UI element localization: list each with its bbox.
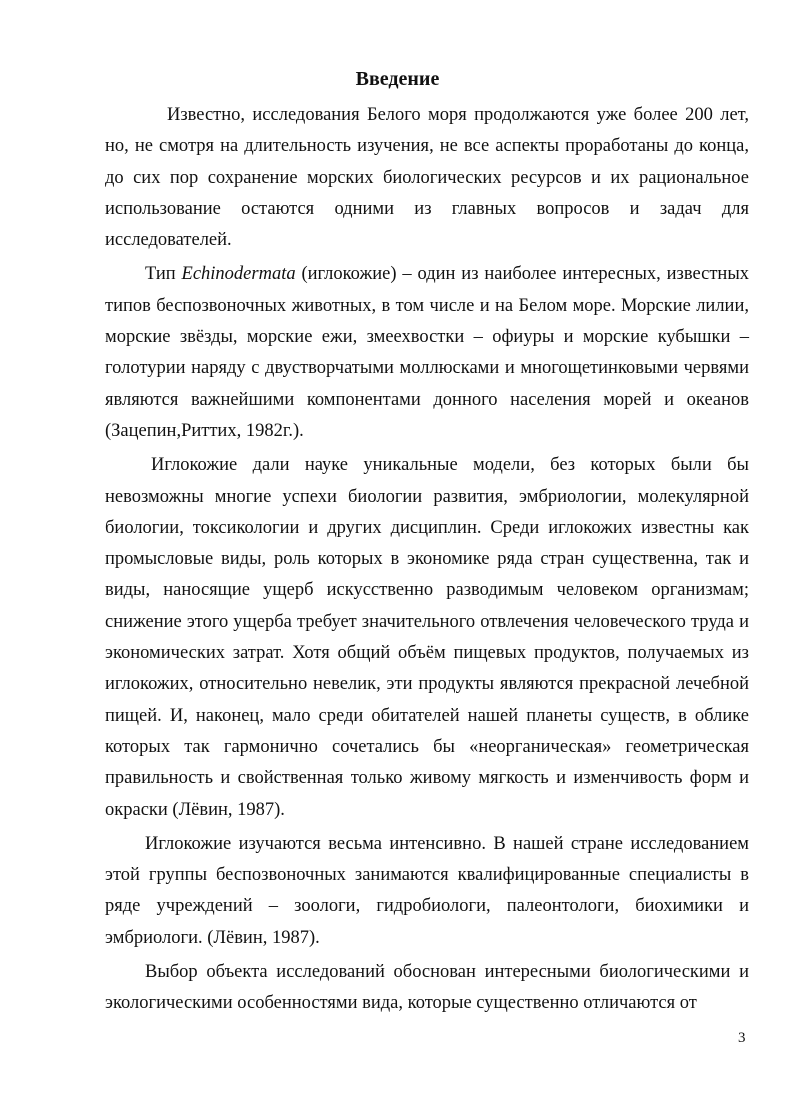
- taxon-name: Echinodermata: [181, 264, 296, 285]
- paragraph-5: Выбор объекта исследований обоснован интересными биологическими и экологическими особенностями вида, которые существенно отличаются от: [105, 962, 749, 1014]
- paragraph-1: Известно, исследования Белого моря продолжаются уже более 200 лет, но, не смотря на длительность изучения, не все аспекты проработаны до конца, до сих пор сохранение морских биологических ресурсов и их рациональное использование остаются одними из главных вопросов и задач для исследователей.: [105, 105, 749, 251]
- paragraph-3: Иглокожие дали науке уникальные модели, без которых были бы невозможны многие успехи биологии развития, эмбриологии, молекулярной биологии, токсикологии и других дисциплин. Среди иглокожих известны как промысловые виды, роль которых в экономике ряда стран существенна, так и виды, наносящие ущерб искусственно разводимым человеком организмам; снижение этого ущерба требует значительного отвлечения человеческого труда и экономических затрат. Хотя общий объём пищевых продуктов, получаемых из иглокожих, относительно невелик, эти продукты являются прекрасной лечебной пищей. И, наконец, мало среди обитателей нашей планеты существ, в облике которых так гармонично сочетались бы «неорганическая» геометрическая правильность и свойственная только живому мягкость и изменчивость форм и окраски (Лёвин, 1987).: [105, 455, 749, 820]
- page-number: 3: [738, 1030, 746, 1046]
- paragraph-2: [105, 259, 749, 447]
- paragraph-2-rest: (иглокожие) – один из наиболее интересных, известных типов беспозвоночных животных, в том числе и на Белом море. Морские лилии, морские звёзды, морские ежи, змеехвостки – офиуры и морские кубышки – голотурии наряду с двустворчатыми моллюсками и многощетинковыми червями являются важнейшими компонентами донного населения морей и океанов (Зацепин,Риттих, 1982г.).: [105, 264, 750, 441]
- paragraph-4: Иглокожие изучаются весьма интенсивно. В нашей стране исследованием этой группы беспозвоночных занимаются квалифицированные специалисты в ряде учреждений – зоологи, гидробиологи, палеонтологи, биохимики и эмбриологи. (Лёвин, 1987).: [105, 833, 749, 948]
- page-title: Введение: [355, 68, 440, 90]
- document-body: [105, 100, 749, 1020]
- paragraph-2-lead: Тип: [145, 264, 182, 285]
